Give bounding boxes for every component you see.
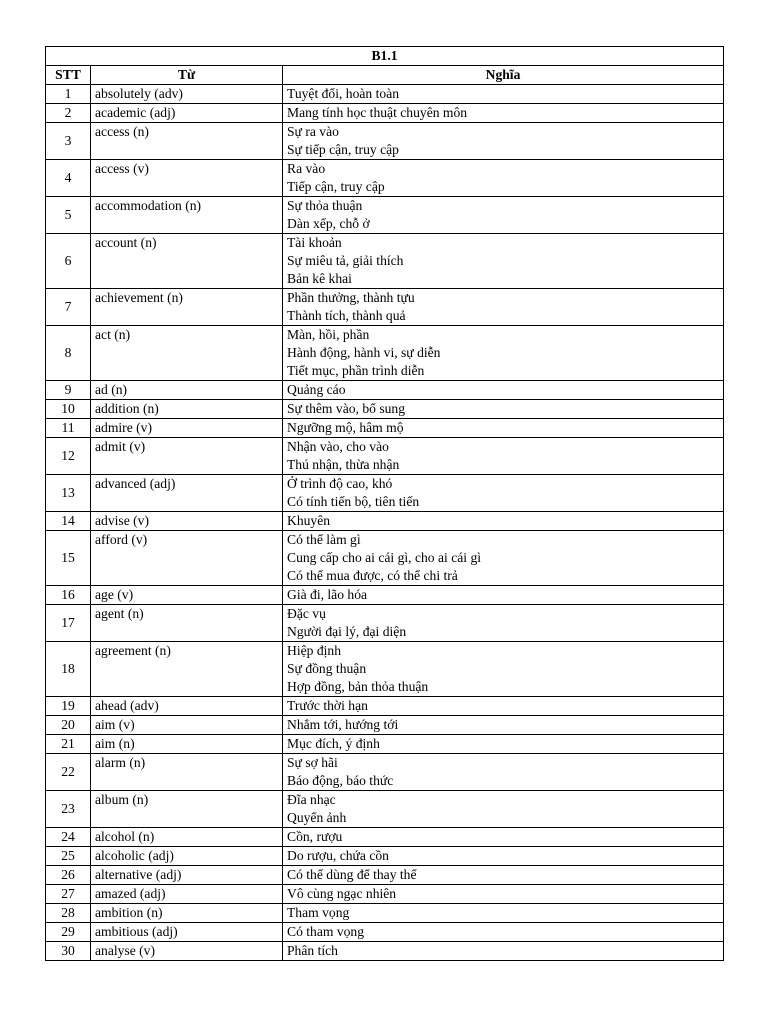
table-row	[46, 123, 724, 160]
row-number: 11	[46, 419, 91, 438]
meaning-line: Sự ra vào	[287, 124, 339, 139]
meaning-line: Phần thưởng, thành tựu	[287, 290, 415, 305]
table-row	[46, 716, 724, 735]
meaning-line: Đĩa nhạc	[287, 792, 336, 807]
meaning-line: Đặc vụ	[287, 606, 326, 621]
row-number: 1	[46, 85, 91, 104]
row-number: 6	[46, 234, 91, 289]
meaning-line: Dàn xếp, chỗ ở	[287, 216, 370, 231]
vocab-word: ad (n)	[91, 381, 283, 400]
vocab-meaning	[283, 197, 724, 234]
vocab-word: agreement (n)	[91, 642, 283, 697]
table-row	[46, 866, 724, 885]
meaning-line: Có thể dùng để thay thế	[287, 867, 417, 882]
table-row	[46, 234, 724, 289]
table-title: B1.1	[46, 47, 724, 66]
vocab-word: accommodation (n)	[91, 197, 283, 234]
vocab-meaning	[283, 400, 724, 419]
row-number: 22	[46, 754, 91, 791]
table-body	[46, 85, 724, 961]
vocab-meaning	[283, 942, 724, 961]
row-number: 30	[46, 942, 91, 961]
vocab-word: admire (v)	[91, 419, 283, 438]
header-stt: STT	[46, 66, 91, 85]
vocab-meaning	[283, 104, 724, 123]
row-number: 23	[46, 791, 91, 828]
table-row	[46, 85, 724, 104]
meaning-line: Ở trình độ cao, khó	[287, 476, 393, 491]
vocab-meaning	[283, 123, 724, 160]
vocab-meaning	[283, 85, 724, 104]
meaning-line: Bản kê khai	[287, 271, 352, 286]
row-number: 2	[46, 104, 91, 123]
vocab-word: alcohol (n)	[91, 828, 283, 847]
row-number: 19	[46, 697, 91, 716]
row-number: 7	[46, 289, 91, 326]
table-row	[46, 735, 724, 754]
row-number: 16	[46, 586, 91, 605]
meaning-line: Tuyệt đối, hoàn toàn	[287, 86, 400, 101]
vocab-meaning	[283, 586, 724, 605]
meaning-line: Tham vọng	[287, 905, 350, 920]
vocab-word: afford (v)	[91, 531, 283, 586]
vocabulary-table	[45, 46, 724, 961]
meaning-line: Thú nhận, thừa nhận	[287, 457, 400, 472]
meaning-line: Sự tiếp cận, truy cập	[287, 142, 399, 157]
meaning-line: Báo động, báo thức	[287, 773, 394, 788]
meaning-line: Người đại lý, đại diện	[287, 624, 407, 639]
vocab-word: aim (n)	[91, 735, 283, 754]
row-number: 26	[46, 866, 91, 885]
meaning-line: Vô cùng ngạc nhiên	[287, 886, 397, 901]
meaning-line: Màn, hồi, phần	[287, 327, 370, 342]
vocab-meaning	[283, 923, 724, 942]
title-row	[46, 47, 724, 66]
table-row	[46, 885, 724, 904]
meaning-line: Thành tích, thành quả	[287, 308, 406, 323]
meaning-line: Mang tính học thuật chuyên môn	[287, 105, 468, 120]
vocab-word: aim (v)	[91, 716, 283, 735]
meaning-line: Sự thỏa thuận	[287, 198, 363, 213]
row-number: 18	[46, 642, 91, 697]
vocab-word: access (v)	[91, 160, 283, 197]
table-row	[46, 531, 724, 586]
vocab-meaning	[283, 531, 724, 586]
row-number: 21	[46, 735, 91, 754]
vocab-word: achievement (n)	[91, 289, 283, 326]
row-number: 13	[46, 475, 91, 512]
table-row	[46, 847, 724, 866]
meaning-line: Phân tích	[287, 943, 338, 958]
table-row	[46, 160, 724, 197]
row-number: 29	[46, 923, 91, 942]
vocab-meaning	[283, 735, 724, 754]
vocab-meaning	[283, 697, 724, 716]
row-number: 25	[46, 847, 91, 866]
vocab-meaning	[283, 642, 724, 697]
meaning-line: Sự sợ hãi	[287, 755, 338, 770]
table-row	[46, 400, 724, 419]
table-row	[46, 586, 724, 605]
table-row	[46, 512, 724, 531]
meaning-line: Có tham vọng	[287, 924, 365, 939]
vocab-word: album (n)	[91, 791, 283, 828]
meaning-line: Trước thời hạn	[287, 698, 368, 713]
table-row	[46, 381, 724, 400]
vocab-meaning	[283, 866, 724, 885]
vocab-word: alarm (n)	[91, 754, 283, 791]
row-number: 17	[46, 605, 91, 642]
vocab-meaning	[283, 716, 724, 735]
meaning-line: Cồn, rượu	[287, 829, 343, 844]
vocab-meaning	[283, 419, 724, 438]
vocab-word: ambition (n)	[91, 904, 283, 923]
vocab-meaning	[283, 885, 724, 904]
table-row	[46, 104, 724, 123]
table-row	[46, 419, 724, 438]
row-number: 15	[46, 531, 91, 586]
meaning-line: Có tính tiến bộ, tiên tiến	[287, 494, 420, 509]
meaning-line: Quyển ảnh	[287, 810, 347, 825]
vocab-word: act (n)	[91, 326, 283, 381]
meaning-line: Có thể mua được, có thể chi trả	[287, 568, 458, 583]
vocab-meaning	[283, 326, 724, 381]
vocab-word: ahead (adv)	[91, 697, 283, 716]
vocab-meaning	[283, 438, 724, 475]
meaning-line: Nhắm tới, hướng tới	[287, 717, 399, 732]
meaning-line: Quảng cáo	[287, 382, 346, 397]
table-row	[46, 923, 724, 942]
vocab-meaning	[283, 160, 724, 197]
vocab-word: ambitious (adj)	[91, 923, 283, 942]
row-number: 10	[46, 400, 91, 419]
meaning-line: Tiết mục, phần trình diễn	[287, 363, 425, 378]
vocab-word: access (n)	[91, 123, 283, 160]
vocab-word: advise (v)	[91, 512, 283, 531]
vocab-word: absolutely (adv)	[91, 85, 283, 104]
vocab-meaning	[283, 847, 724, 866]
row-number: 24	[46, 828, 91, 847]
row-number: 20	[46, 716, 91, 735]
meaning-line: Ra vào	[287, 161, 326, 176]
vocab-meaning	[283, 791, 724, 828]
vocab-meaning	[283, 904, 724, 923]
header-row	[46, 66, 724, 85]
meaning-line: Cung cấp cho ai cái gì, cho ai cái gì	[287, 550, 482, 565]
row-number: 8	[46, 326, 91, 381]
vocab-word: account (n)	[91, 234, 283, 289]
meaning-line: Nhận vào, cho vào	[287, 439, 389, 454]
table-row	[46, 904, 724, 923]
meaning-line: Già đi, lão hóa	[287, 587, 368, 602]
table-row	[46, 697, 724, 716]
row-number: 14	[46, 512, 91, 531]
vocab-word: alternative (adj)	[91, 866, 283, 885]
meaning-line: Tài khoản	[287, 235, 342, 250]
vocab-word: advanced (adj)	[91, 475, 283, 512]
vocab-word: analyse (v)	[91, 942, 283, 961]
table-row	[46, 197, 724, 234]
vocab-meaning	[283, 289, 724, 326]
meaning-line: Tiếp cận, truy cập	[287, 179, 385, 194]
meaning-line: Mục đích, ý định	[287, 736, 380, 751]
row-number: 5	[46, 197, 91, 234]
vocab-word: admit (v)	[91, 438, 283, 475]
row-number: 12	[46, 438, 91, 475]
vocab-word: addition (n)	[91, 400, 283, 419]
vocab-word: academic (adj)	[91, 104, 283, 123]
vocab-meaning	[283, 828, 724, 847]
meaning-line: Hành động, hành vi, sự diễn	[287, 345, 441, 360]
meaning-line: Sự đồng thuận	[287, 661, 367, 676]
table-row	[46, 326, 724, 381]
header-meaning: Nghĩa	[283, 66, 724, 85]
vocab-meaning	[283, 512, 724, 531]
vocab-meaning	[283, 234, 724, 289]
table-row	[46, 828, 724, 847]
table-row	[46, 754, 724, 791]
meaning-line: Sự miêu tả, giải thích	[287, 253, 404, 268]
table-row	[46, 475, 724, 512]
vocab-word: alcoholic (adj)	[91, 847, 283, 866]
table-row	[46, 642, 724, 697]
row-number: 3	[46, 123, 91, 160]
table-row	[46, 438, 724, 475]
header-word: Từ	[91, 66, 283, 85]
table-row	[46, 791, 724, 828]
meaning-line: Sự thêm vào, bổ sung	[287, 401, 406, 416]
row-number: 28	[46, 904, 91, 923]
table-row	[46, 942, 724, 961]
vocab-word: agent (n)	[91, 605, 283, 642]
meaning-line: Do rượu, chứa cồn	[287, 848, 389, 863]
table-row	[46, 289, 724, 326]
vocab-word: amazed (adj)	[91, 885, 283, 904]
vocab-word: age (v)	[91, 586, 283, 605]
vocab-meaning	[283, 605, 724, 642]
row-number: 9	[46, 381, 91, 400]
vocab-meaning	[283, 754, 724, 791]
vocab-meaning	[283, 475, 724, 512]
meaning-line: Hiệp định	[287, 643, 341, 658]
meaning-line: Ngưỡng mộ, hâm mộ	[287, 420, 404, 435]
row-number: 4	[46, 160, 91, 197]
meaning-line: Hợp đồng, bản thỏa thuận	[287, 679, 429, 694]
table-row	[46, 605, 724, 642]
meaning-line: Khuyên	[287, 513, 331, 528]
row-number: 27	[46, 885, 91, 904]
meaning-line: Có thể làm gì	[287, 532, 361, 547]
vocab-meaning	[283, 381, 724, 400]
